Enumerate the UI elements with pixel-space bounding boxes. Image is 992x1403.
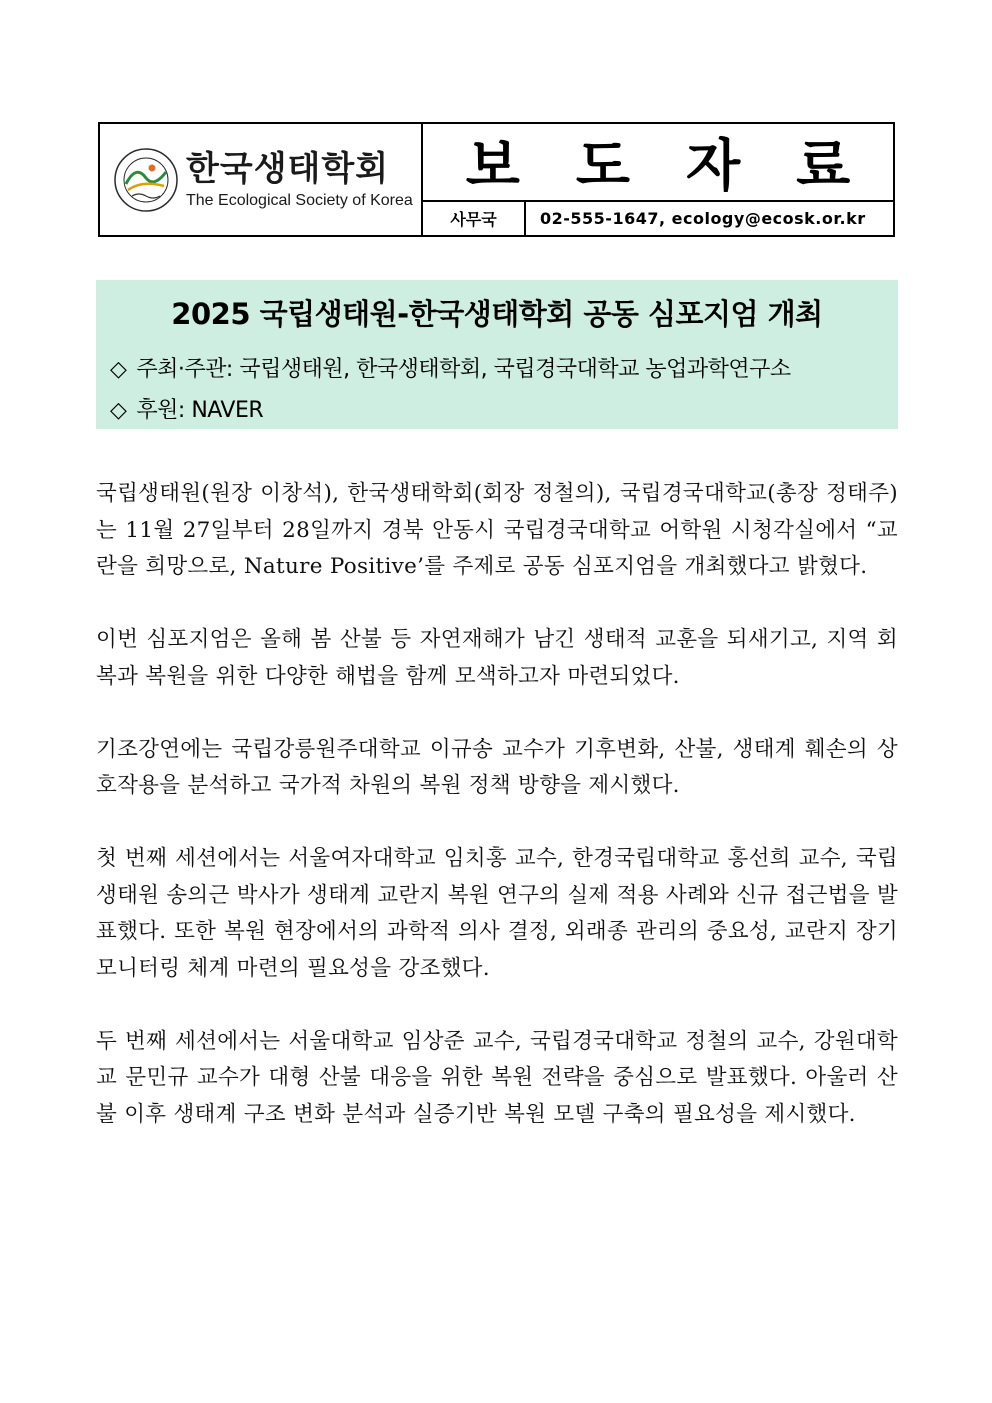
headline-banner <box>96 280 898 429</box>
sponsor-text: 후원: NAVER <box>136 398 264 423</box>
host-line <box>110 352 791 383</box>
host-text: 주최·주관: 국립생태원, 한국생태학회, 국립경국대학교 농업과학연구소 <box>136 357 791 382</box>
diamond-bullet-icon: ◇ <box>110 357 127 382</box>
contact-row <box>423 202 893 235</box>
org-name-korean: 한국생태학회 <box>186 148 390 189</box>
contact-label: 사무국 <box>423 202 526 235</box>
press-release-title-cell <box>423 124 907 202</box>
contact-info: 02-555-1647, ecology@ecosk.or.kr <box>540 209 866 228</box>
headline-title: 2025 국립생태원-한국생태학회 공동 심포지엄 개최 <box>171 297 823 331</box>
diamond-bullet-icon: ◇ <box>110 398 127 423</box>
paragraph-1: 국립생태원(원장 이창석), 한국생태학회(회장 정철의), 국립경국대학교(총장 정태주)는 11월 27일부터 28일까지 경북 안동시 국립경국대학교 어학원 시청각실에서 “교란을 희망으로, Nature Positive’를 주제로 공동 심포지엄을 개최했다고 밝혔다. <box>96 481 898 579</box>
paragraph-3: 기조강연에는 국립강릉원주대학교 이규송 교수가 기후변화, 산불, 생태계 훼손의 상호작용을 분석하고 국가적 차원의 복원 정책 방향을 제시했다. <box>96 736 898 798</box>
org-name-english: The Ecological Society of Korea <box>186 191 413 209</box>
society-seal-icon <box>112 134 180 226</box>
press-header <box>98 122 907 237</box>
paragraph-2: 이번 심포지엄은 올해 봄 산불 등 자연재해가 남긴 생태적 교훈을 되새기고, 지역 회복과 복원을 위한 다양한 해법을 함께 모색하고자 마련되었다. <box>96 627 898 689</box>
press-release-title: 보도자료 <box>465 134 907 199</box>
paragraph-4: 첫 번째 세션에서는 서울여자대학교 임치홍 교수, 한경국립대학교 홍선희 교수, 국립생태원 송의근 박사가 생태계 교란지 복원 연구의 실제 적용 사례와 신규 접근법을 발표했다. 또한 복원 현장에서의 과학적 의사 결정, 외래종 관리의 중요성, 교란지 장기 모니터링 체계 마련의 필요성을 강조했다. <box>96 846 898 981</box>
sponsor-line <box>110 393 263 424</box>
article-body <box>96 476 898 1170</box>
logo-block <box>100 124 423 235</box>
paragraph-5: 두 번째 세션에서는 서울대학교 임상준 교수, 국립경국대학교 정철의 교수, 강원대학교 문민규 교수가 대형 산불 대응을 위한 복원 전략을 중심으로 발표했다. 아울러 산불 이후 생태계 구조 변화 분석과 실증기반 복원 모델 구축의 필요성을 제시했다. <box>96 1028 898 1127</box>
